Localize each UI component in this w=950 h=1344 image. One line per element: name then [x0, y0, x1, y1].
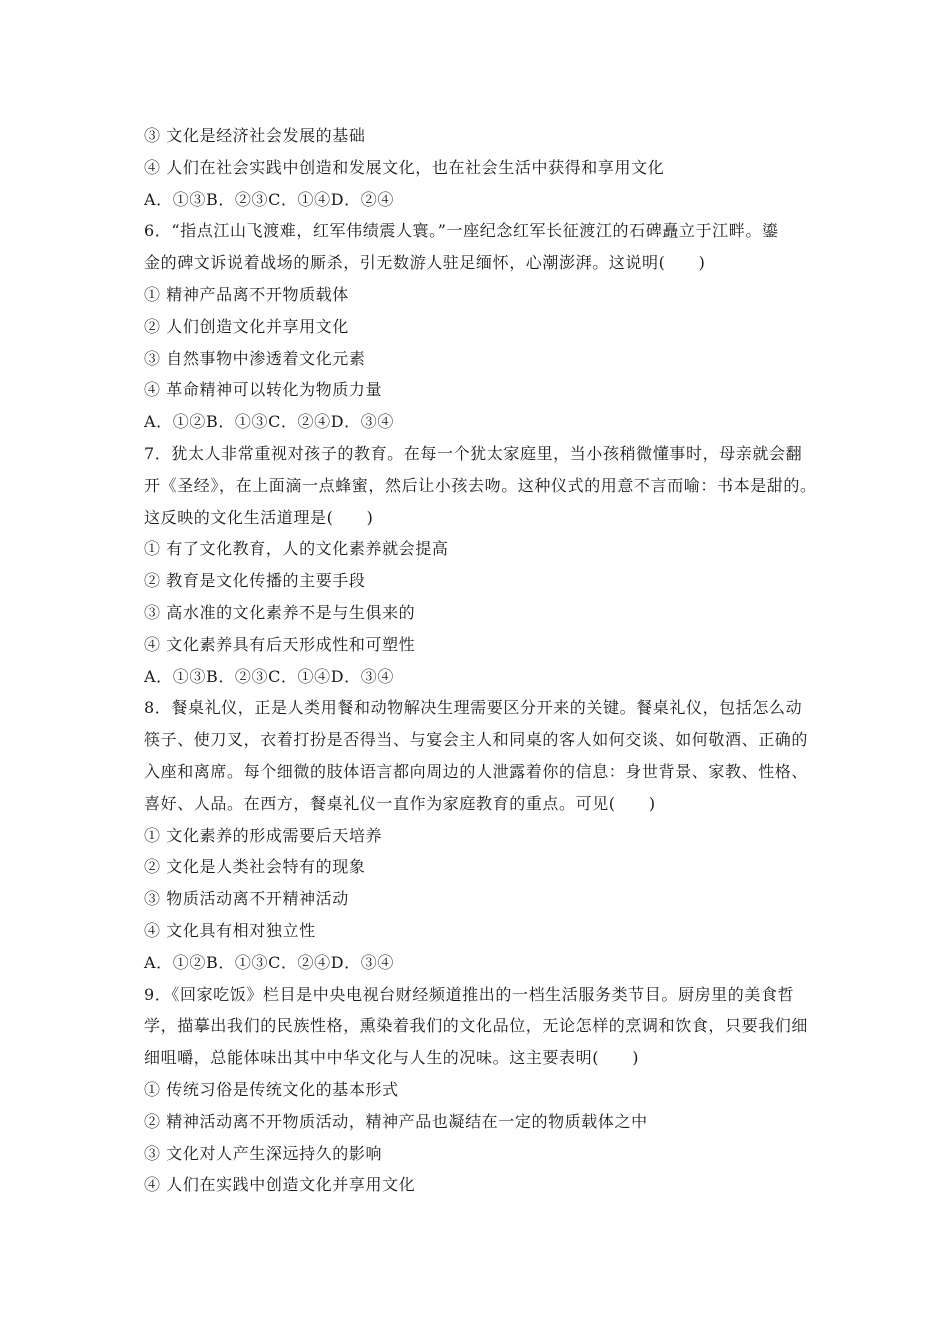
option-line: ③ 自然事物中渗透着文化元素 [144, 348, 366, 368]
option-line: ③ 物质活动离不开精神活动 [144, 889, 349, 909]
answer-choices: A．①③B．②③C．①④D．③④ [144, 666, 394, 686]
question-stem: 8．餐桌礼仪，正是人类用餐和动物解决生理需要区分开来的关键。餐桌礼仪，包括怎么动 [144, 698, 803, 718]
question-stem: 学，描摹出我们的民族性格，熏染着我们的文化品位，无论怎样的烹调和饮食，只要我们细 [144, 1016, 809, 1036]
option-line: ① 有了文化教育，人的文化素养就会提高 [144, 539, 449, 559]
answer-choices: A．①②B．①③C．②④D．③④ [144, 412, 394, 432]
option-line: ① 文化素养的形成需要后天培养 [144, 825, 383, 845]
question-stem: 7．犹太人非常重视对孩子的教育。在每一个犹太家庭里，当小孩稍微懂事时，母亲就会翻 [144, 443, 803, 463]
option-line: ④ 文化素养具有后天形成性和可塑性 [144, 634, 416, 654]
question-stem: 喜好、人品。在西方，餐桌礼仪一直作为家庭教育的重点。可见( ) [144, 793, 656, 813]
option-line: ① 精神产品离不开物质载体 [144, 284, 349, 304]
option-line: ② 文化是人类社会特有的现象 [144, 857, 366, 877]
option-line: ④ 文化具有相对独立性 [144, 920, 316, 940]
option-line: ② 教育是文化传播的主要手段 [144, 571, 366, 591]
question-stem: 9．《回家吃饭》栏目是中央电视台财经频道推出的一档生活服务类节目。厨房里的美食哲 [144, 984, 795, 1004]
option-line: ④ 人们在社会实践中创造和发展文化，也在社会生活中获得和享用文化 [144, 157, 665, 177]
option-line: ② 精神活动离不开物质活动，精神产品也凝结在一定的物质载体之中 [144, 1111, 648, 1131]
question-stem: 6．“指点江山飞渡难，红军伟绩震人寰。”一座纪念红军长征渡江的石碑矗立于江畔。鎏 [144, 221, 779, 241]
option-line: ① 传统习俗是传统文化的基本形式 [144, 1079, 399, 1099]
option-line: ③ 高水准的文化素养不是与生俱来的 [144, 602, 416, 622]
option-line: ② 人们创造文化并享用文化 [144, 316, 349, 336]
question-stem: 这反映的文化生活道理是( ) [144, 507, 374, 527]
option-line: ④ 人们在实践中创造文化并享用文化 [144, 1175, 416, 1195]
question-stem: 开《圣经》，在上面滴一点蜂蜜，然后让小孩去吻。这种仪式的用意不言而喻：书本是甜的。 [144, 475, 817, 495]
question-stem: 筷子、使刀叉，衣着打扮是否得当、与宴会主人和同桌的客人如何交谈、如何敬酒、正确的 [144, 730, 809, 750]
question-stem: 金的碑文诉说着战场的厮杀，引无数游人驻足缅怀，心潮澎湃。这说明( ) [144, 253, 706, 273]
option-line: ③ 文化是经济社会发展的基础 [144, 126, 366, 145]
question-stem: 入座和离席。每个细微的肢体语言都向周边的人泄露着你的信息：身世背景、家教、性格、 [144, 761, 809, 781]
question-text [144, 120, 817, 1201]
question-stem: 细咀嚼，总能体味出其中中华文化与人生的况味。这主要表明( ) [144, 1048, 640, 1068]
option-line: ③ 文化对人产生深远持久的影响 [144, 1143, 383, 1163]
answer-choices: A．①②B．①③C．②④D．③④ [144, 952, 394, 972]
answer-choices: A．①③B．②③C．①④D．②④ [144, 189, 394, 209]
option-line: ④ 革命精神可以转化为物质力量 [144, 380, 383, 400]
